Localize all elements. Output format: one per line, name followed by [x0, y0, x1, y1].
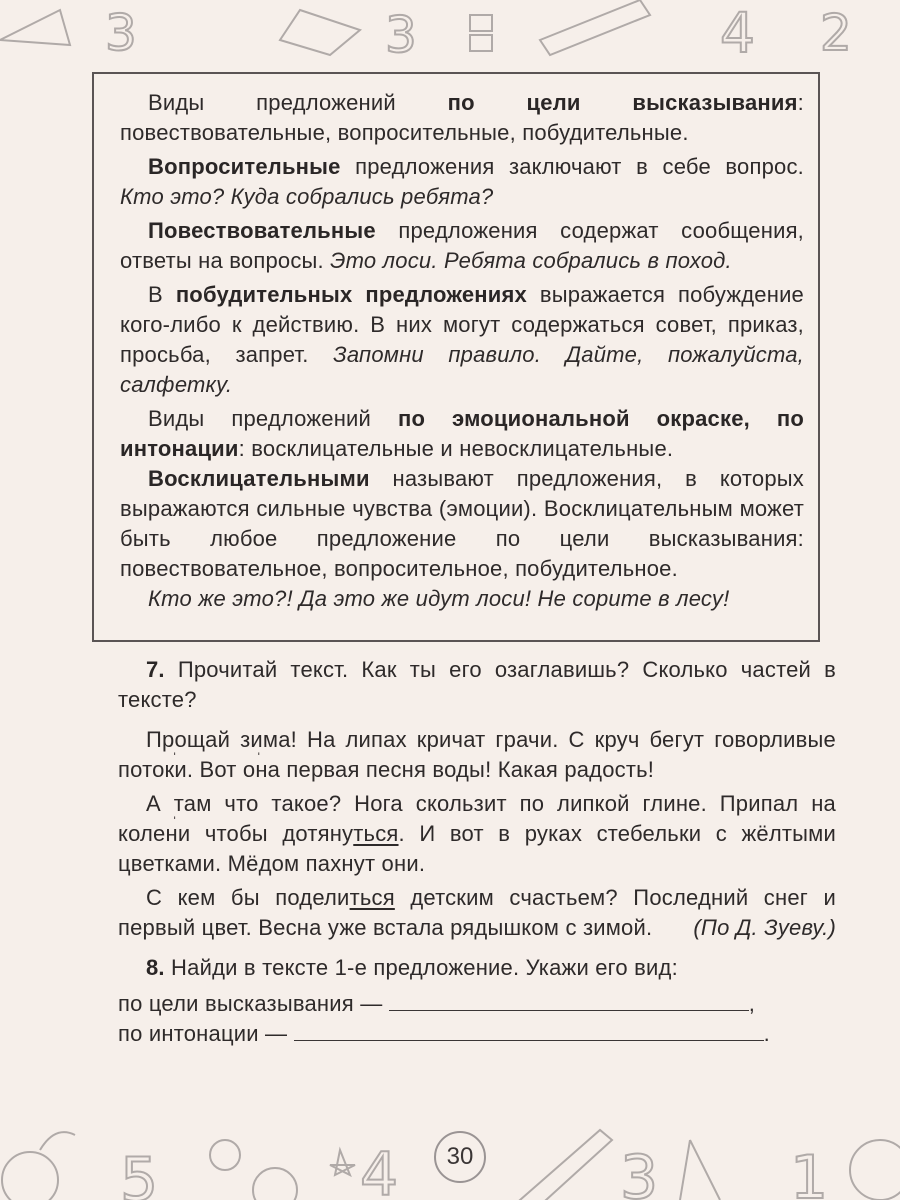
svg-text:3: 3 — [105, 4, 137, 60]
task-8-answer-purpose: по цели высказывания — , — [118, 991, 756, 1016]
rule-paragraph-exclamatory: Восклицательными называют предложения, в которых выражаются сильные чувства (эмоции). Восклицательным может быть любое предложение по цели высказывания: повествовательное, вопросительное, побудительное. — [120, 466, 804, 581]
rule-paragraph-declarative: Повествовательные предложения содержат сообщения, ответы на вопросы. Это лоси. Ребята собрались в поход. — [120, 218, 804, 273]
answer-line-intonation[interactable] — [294, 1020, 764, 1041]
answer-line-purpose[interactable] — [389, 990, 749, 1011]
page-number: 30 — [434, 1131, 486, 1183]
task-8-answer-intonation: по интонации — . — [118, 1021, 770, 1046]
rule-paragraph-purpose-types: Виды предложений по цели высказывания: повествовательные, вопросительные, побудительные. — [120, 90, 804, 145]
svg-text:1: 1 — [790, 1143, 829, 1200]
rule-examples: Кто же это?! Да это же идут лоси! Не сорите в лесу! — [148, 586, 730, 611]
task-7-text-paragraph-3: С кем бы поделиться детским счастьем? Последний снег и первый цвет. Весна уже встала рядышком с зимой. — [118, 885, 836, 940]
text-source: (По Д. Зуеву.) — [693, 915, 836, 940]
svg-text:5: 5 — [120, 1145, 159, 1200]
task-8-prompt: 8. Найди в тексте 1-е предложение. Укажи его вид: — [146, 955, 678, 980]
exercises — [118, 655, 836, 1049]
rule-paragraph-intonation-types: Виды предложений по эмоциональной окраске, по интонации: восклицательные и невосклицательные. — [120, 406, 805, 461]
task-7-prompt: 7. Прочитай текст. Как ты его озаглавишь? Сколько частей в тексте? — [118, 657, 836, 712]
decorative-doodles-top — [0, 0, 900, 60]
svg-text:4: 4 — [360, 1140, 399, 1200]
svg-text:4: 4 — [720, 1, 755, 60]
task-7-text-paragraph-1: Прощай ˌ зима! На липах кричат грачи. С круч бегут говорливые потоки. Вот она ˌ первая песня воды! Какая радость! — [118, 725, 836, 785]
rule-paragraph-interrogative: Вопросительные предложения заключают в себе вопрос. Кто это? Куда собрались ребята? — [120, 154, 804, 209]
svg-text:2: 2 — [820, 4, 852, 60]
rule-box — [92, 72, 820, 642]
svg-text:3: 3 — [385, 6, 417, 60]
svg-text:3: 3 — [620, 1143, 659, 1200]
task-7-text-paragraph-2: А там что такое? Нога скользит по липкой глине. Припал на колени ˌ чтобы дотянуться. И вот в руках стебельки с жёлтыми цветками. Мёдом пахнут они. — [118, 789, 836, 879]
rule-paragraph-imperative: В побудительных предложениях выражается побуждение кого-либо к действию. В них могут содержаться совет, приказ, просьба, запрет. Запомни правило. Дайте, пожалуйста, салфетку. — [120, 282, 804, 397]
